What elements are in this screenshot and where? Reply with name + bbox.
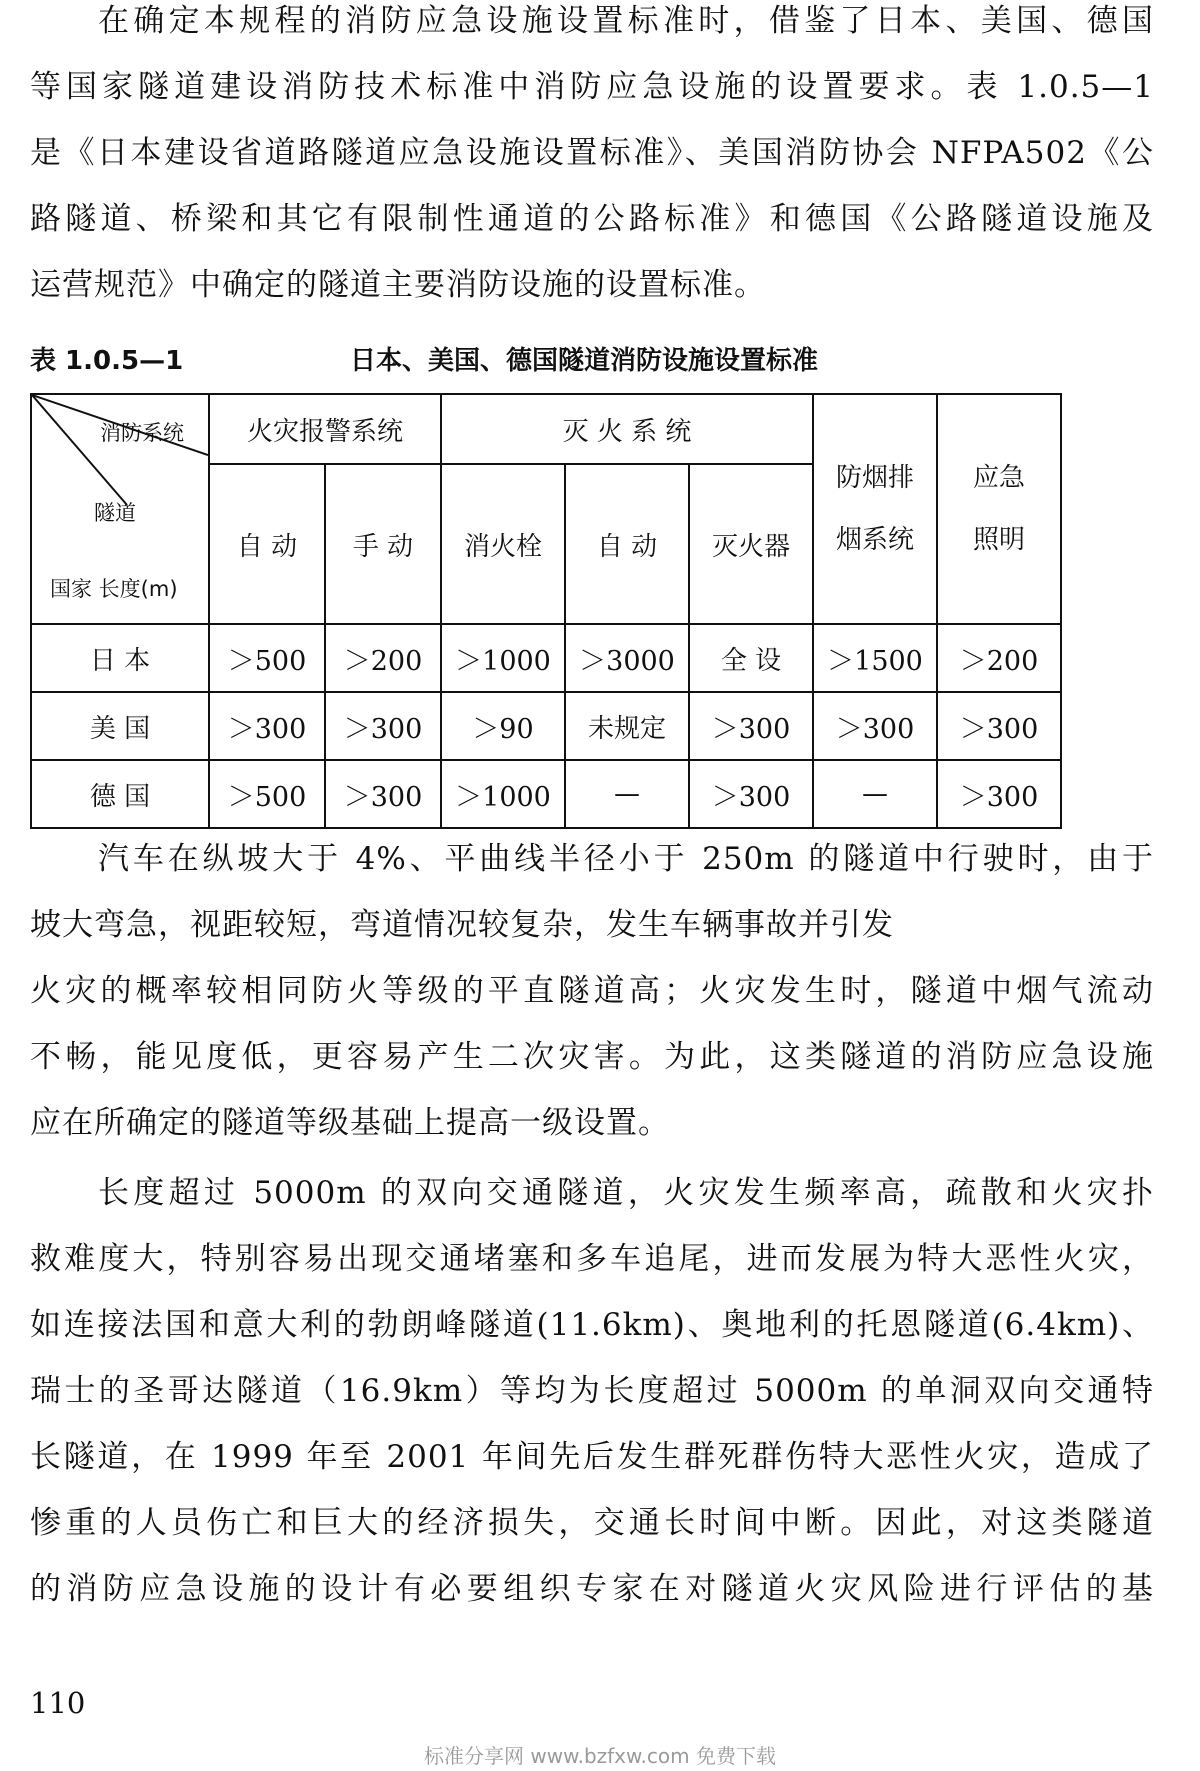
row-country: 美 国: [31, 692, 209, 760]
table-cell: ＞300: [813, 692, 937, 760]
paragraph-3: [30, 1160, 1154, 1622]
text-line: 运营规范》中确定的隧道主要消防设施的设置标准。: [30, 267, 766, 303]
table-cell: ＞300: [325, 760, 441, 828]
page-number: 110: [30, 1686, 86, 1720]
text-line: 路隧道、桥梁和其它有限制性通道的公路标准》和德国《公路隧道设施及: [30, 201, 1154, 237]
site-watermark: 标准分享网 www.bzfxw.com 免费下载: [424, 1744, 776, 1768]
subheader-extinguisher: 灭火器: [689, 464, 813, 624]
text-line: 不畅，能见度低，更容易产生二次灾害。为此，这类隧道的消防应急设施: [30, 1039, 1154, 1075]
table-cell: ＞3000: [565, 624, 689, 692]
paragraph-2: [30, 826, 1154, 1156]
text-line: 如连接法国和意大利的勃朗峰隧道(11.6km)、奥地利的托恩隧道(6.4km)、: [30, 1307, 1154, 1343]
header-lighting-line-2: 照明: [972, 525, 1025, 555]
table-cell: ＞300: [209, 692, 325, 760]
text-line: 长度超过 5000m 的双向交通隧道，火灾发生频率高，疏散和火灾扑: [98, 1175, 1154, 1211]
text-line: 的消防应急设施的设计有必要组织专家在对隧道火灾风险进行评估的基: [30, 1571, 1154, 1607]
header-smoke-line-2: 烟系统: [835, 525, 914, 555]
table-cell: —: [565, 760, 689, 828]
text-line: 坡大弯急，视距较短，弯道情况较复杂，发生车辆事故并引发: [30, 907, 894, 943]
header-emergency-lighting: [937, 394, 1061, 624]
corner-label-system: 消防系统: [100, 421, 184, 445]
table-cell: ＞300: [937, 760, 1061, 828]
text-line: 是《日本建设省道路隧道应急设施设置标准》、美国消防协会 NFPA502《公: [30, 135, 1154, 171]
row-country: 日 本: [31, 624, 209, 692]
header-smoke-line-1: 防烟排: [835, 463, 914, 493]
table-caption: [30, 340, 1130, 380]
paragraph-1: [30, 0, 1154, 318]
table-number: 表 1.0.5—1: [30, 346, 184, 376]
corner-label-tunnel: 隧道: [94, 501, 136, 525]
table-cell: ＞300: [689, 760, 813, 828]
table-title: 日本、美国、德国隧道消防设施设置标准: [350, 346, 819, 376]
text-line: 惨重的人员伤亡和巨大的经济损失，交通长时间中断。因此，对这类隧道: [30, 1505, 1154, 1541]
table-cell: ＞90: [441, 692, 565, 760]
text-line: 瑞士的圣哥达隧道（16.9km）等均为长度超过 5000m 的单洞双向交通特: [30, 1373, 1154, 1409]
text-line: 火灾的概率较相同防火等级的平直隧道高；火灾发生时，隧道中烟气流动: [30, 973, 1154, 1009]
header-fire-fighting: 灭 火 系 统: [441, 394, 813, 464]
table-row: [31, 760, 1061, 828]
table-cell: ＞1500: [813, 624, 937, 692]
text-line: 等国家隧道建设消防技术标准中消防应急设施的设置要求。表 1.0.5—1: [30, 69, 1154, 105]
row-country: 德 国: [31, 760, 209, 828]
header-smoke-control: [813, 394, 937, 624]
header-fire-alarm: 火灾报警系统: [209, 394, 441, 464]
subheader-auto-alarm: 自 动: [209, 464, 325, 624]
table-cell: ＞500: [209, 624, 325, 692]
text-line: 应在所确定的隧道等级基础上提高一级设置。: [30, 1105, 670, 1141]
table-cell: ＞200: [937, 624, 1061, 692]
table-cell: ＞300: [689, 692, 813, 760]
corner-label-country-length: 国家 长度(m): [50, 577, 178, 601]
table-cell: —: [813, 760, 937, 828]
text-line: 在确定本规程的消防应急设施设置标准时，借鉴了日本、美国、德国: [98, 3, 1154, 39]
table-cell: ＞300: [325, 692, 441, 760]
table-cell: ＞1000: [441, 624, 565, 692]
header-lighting-line-1: 应急: [972, 463, 1025, 493]
table-row: [31, 692, 1061, 760]
table-cell: ＞500: [209, 760, 325, 828]
table-cell: ＞1000: [441, 760, 565, 828]
subheader-auto-suppression: 自 动: [565, 464, 689, 624]
table-cell: 全 设: [689, 624, 813, 692]
table-cell: 未规定: [565, 692, 689, 760]
text-line: 汽车在纵坡大于 4%、平曲线半径小于 250m 的隧道中行驶时，由于: [98, 841, 1154, 877]
subheader-hydrant: 消火栓: [441, 464, 565, 624]
text-line: 长隧道，在 1999 年至 2001 年间先后发生群死群伤特大恶性火灾，造成了: [30, 1439, 1154, 1475]
table-cell: ＞200: [325, 624, 441, 692]
table-cell: ＞300: [937, 692, 1061, 760]
fire-facility-standards-table: [30, 393, 1062, 829]
subheader-manual-alarm: 手 动: [325, 464, 441, 624]
table-corner-cell: [31, 394, 209, 624]
table-row: [31, 624, 1061, 692]
text-line: 救难度大，特别容易出现交通堵塞和多车追尾，进而发展为特大恶性火灾，: [30, 1241, 1154, 1277]
